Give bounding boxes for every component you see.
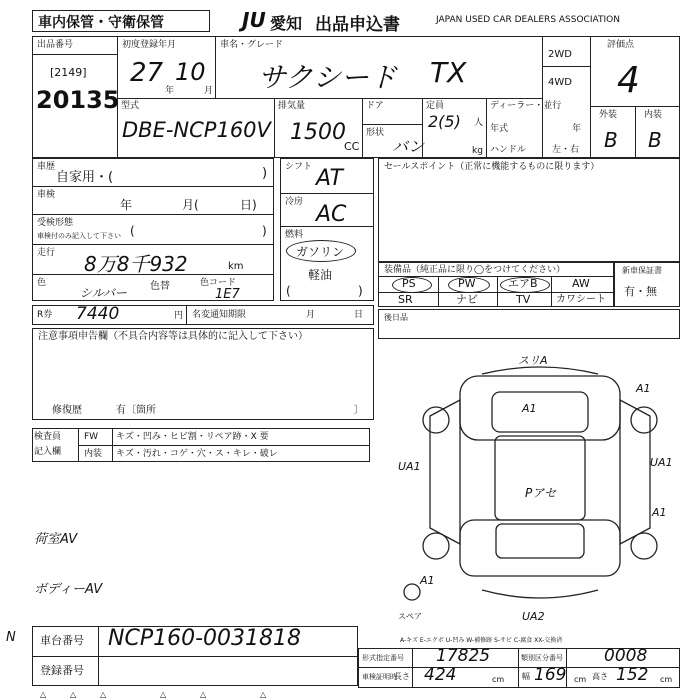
lot-number-label: 出品番号 <box>37 40 74 50</box>
notes-label: 注意事項申告欄（不具合内容等は具体的に記入して下さい） <box>38 331 308 342</box>
storage-label: 車内保管・守衛保管 <box>38 15 164 31</box>
footer-mark: △ <box>160 690 167 699</box>
inspection-day: 日) <box>240 198 257 212</box>
mark-right-side: UA1 <box>650 456 673 469</box>
reg-month: 10 <box>175 58 206 86</box>
interior-label: 内装 <box>644 110 663 120</box>
door-label: ドア <box>366 101 384 111</box>
footer-mark: △ <box>70 690 77 699</box>
shift-value: AT <box>316 166 343 191</box>
score-value: 4 <box>617 60 640 101</box>
warranty-label: 新車保証書 <box>622 266 662 275</box>
chassis-value: NCP160-0031818 <box>108 626 301 651</box>
width-value: 169 <box>534 665 567 685</box>
score-label: 評価点 <box>607 40 635 50</box>
length-label: 長さ <box>394 672 410 681</box>
car-front-body <box>460 376 620 440</box>
fuel-paren-open: ( <box>286 284 291 298</box>
car-left-side <box>430 400 460 544</box>
displacement-label: 排気量 <box>278 101 306 111</box>
warranty-options: 有・無 <box>624 285 657 298</box>
reg-year-unit: 年 <box>165 86 175 96</box>
color-change-label: 色替 <box>150 281 170 292</box>
lot-small-number: [2149] <box>50 66 87 79</box>
color-code-label: 色コード <box>200 278 237 288</box>
mark-roof: Pアセ <box>525 486 557 500</box>
model-cert-label: 形式指定番号 <box>362 654 404 662</box>
equip-leather: カワシート <box>556 294 606 305</box>
name-change-label: 名変通知期限 <box>192 310 247 320</box>
exterior-label: 外装 <box>599 110 618 120</box>
ju-logo: JU <box>242 8 266 32</box>
sales-point-label: セールスポイント（正常に機能するものに限ります） <box>384 162 600 172</box>
car-name: サクシード <box>258 61 397 94</box>
shape-value: バン <box>392 137 425 156</box>
wheel-rear-left <box>423 533 449 559</box>
history-close: ) <box>262 166 268 181</box>
acceptance-note: 車検付のみ記入して下さい <box>37 232 121 240</box>
shift-label: シフト <box>285 162 313 172</box>
history-value: 自家用・( <box>56 170 114 185</box>
width-label: 幅 <box>522 672 530 681</box>
car-rear-body <box>460 520 620 576</box>
wheel-rear-right <box>631 533 657 559</box>
acceptance-label: 受検形態 <box>37 218 74 228</box>
damage-legend: A-キズ E-エクボ U-凹み W-補修跡 S-サビ C-腐食 XX-交換済 <box>400 637 563 644</box>
mark-a1-front-right: A1 <box>636 382 651 395</box>
acceptance-paren: ( <box>130 224 135 238</box>
displacement-unit: CC <box>344 140 360 153</box>
height-value: 152 <box>616 665 649 685</box>
fuel-gasoline: ガソリン <box>296 245 345 259</box>
ac-label: 冷房 <box>285 197 304 207</box>
interior-items: キズ・汚れ・コゲ・穴・ス・キレ・破レ <box>116 449 278 459</box>
equip-navi: ナビ <box>456 293 478 306</box>
cargo-note: 荷室AV <box>34 532 78 547</box>
ac-value: AC <box>316 202 347 227</box>
car-grade: TX <box>430 56 467 89</box>
name-change-day: 日 <box>354 310 364 320</box>
repair-label: 修復歴 <box>52 405 82 416</box>
inspector-label: 検査員 <box>34 432 62 442</box>
car-rear-bumper <box>482 590 598 598</box>
acceptance-close: ) <box>262 224 267 238</box>
rtax-unit: 円 <box>174 311 184 321</box>
color-value: シルバー <box>80 286 127 300</box>
inspection-month: 月( <box>182 198 199 212</box>
car-right-side <box>620 400 650 544</box>
lot-number: 20135 <box>36 86 120 114</box>
length-unit: cm <box>492 675 505 684</box>
mark-a1-rear-left: A1 <box>420 574 435 587</box>
equip-ps: PS <box>402 277 416 290</box>
brand-name: 愛知 <box>270 14 303 33</box>
model-year-label: 年式 <box>490 124 509 134</box>
body-note: ボディーAV <box>34 582 103 597</box>
drive-4wd: 4WD <box>548 77 572 88</box>
first-reg-label: 初度登録年月 <box>122 40 177 50</box>
fuel-label: 燃料 <box>285 230 304 240</box>
kg-unit: kg <box>472 146 483 156</box>
capacity-value: 2(5) <box>428 112 461 131</box>
fuel-diesel: 軽油 <box>308 268 333 282</box>
fuel-paren-close: ) <box>358 284 363 298</box>
exterior-grade: B <box>604 128 618 152</box>
equip-aw: AW <box>572 277 590 290</box>
footer-mark: △ <box>200 690 207 699</box>
equipment-label: 装備品（純正品に限り◯をつけてください） <box>384 265 566 275</box>
name-change-month: 月 <box>306 310 316 320</box>
year-short-label: 年 <box>572 124 582 134</box>
model-code: DBE-NCP160V <box>122 118 271 142</box>
mark-top: スリA <box>518 354 548 367</box>
class-label: 類別区分番号 <box>521 654 563 662</box>
height-label: 高さ <box>592 672 608 681</box>
handle-options: 左・右 <box>552 145 580 155</box>
dealer-label: ディーラー・並行 <box>490 101 562 111</box>
color-code: 1E7 <box>215 287 240 302</box>
footer-mark: △ <box>40 690 47 699</box>
history-label: 車歴 <box>37 162 56 172</box>
reg-month-unit: 月 <box>204 86 214 96</box>
equip-tv: TV <box>516 293 531 306</box>
car-name-label: 車名・グレード <box>220 40 284 50</box>
drive-2wd: 2WD <box>548 49 572 60</box>
wheel-front-right <box>631 407 657 433</box>
car-windshield <box>492 392 588 432</box>
handle-label: ハンドル <box>490 145 527 155</box>
equip-sr: SR <box>398 293 413 306</box>
wheel-front-left <box>423 407 449 433</box>
width-unit: cm <box>574 675 587 684</box>
displacement: 1500 <box>290 120 346 145</box>
mileage-unit: km <box>228 261 244 272</box>
entry-label: 記入欄 <box>34 447 62 457</box>
inspection-label: 車検 <box>37 190 56 200</box>
height-unit: cm <box>660 675 673 684</box>
mileage-label: 走行 <box>37 248 56 258</box>
equip-pw: PW <box>458 277 476 290</box>
spare-tire <box>404 584 420 600</box>
fw-items: キズ・凹み・ヒビ割・リペア跡・X 要 <box>116 432 269 442</box>
model-cert-value: 17825 <box>436 646 491 666</box>
sales-point-frame <box>378 158 680 262</box>
capacity-label: 定員 <box>426 101 445 111</box>
cert-label: 車検証明時 <box>362 673 397 681</box>
color-label: 色 <box>37 278 47 288</box>
mark-a1-rear-right: A1 <box>652 506 667 519</box>
interior-row-label: 内装 <box>84 449 103 459</box>
model-label: 型式 <box>121 101 140 111</box>
mark-bottom: UA2 <box>522 610 545 623</box>
after-label: 後日品 <box>384 313 408 322</box>
car-front-bumper <box>482 367 598 374</box>
chassis-label: 車台番号 <box>40 634 84 647</box>
car-roof <box>495 436 585 520</box>
footer-mark: △ <box>260 690 267 699</box>
interior-grade: B <box>648 128 662 152</box>
class-value: 0008 <box>604 646 648 666</box>
mileage-value: 8万8千932 <box>84 252 188 276</box>
reg-number-label: 登録番号 <box>40 664 84 677</box>
repair-close: 〕 <box>354 405 364 416</box>
rtax-label: R券 <box>37 310 53 320</box>
footer-mark: △ <box>100 690 107 699</box>
mark-left-side: UA1 <box>398 460 421 473</box>
inspection-year: 年 <box>120 198 133 212</box>
reg-year: 27 <box>130 58 164 88</box>
shape-label: 形状 <box>366 128 385 138</box>
chassis-marker: N <box>6 630 16 645</box>
car-rear-window <box>496 524 584 558</box>
after-frame <box>378 309 680 339</box>
mark-a1-front: A1 <box>522 402 537 415</box>
equip-airbag: エアB <box>508 277 538 290</box>
form-title: 出品申込書 <box>315 15 400 35</box>
repair-value: 有〔箇所 <box>116 405 156 416</box>
length-value: 424 <box>424 665 457 685</box>
capacity-unit: 人 <box>474 118 484 128</box>
english-title: JAPAN USED CAR DEALERS ASSOCIATION <box>436 15 620 25</box>
fw-label: FW <box>84 432 99 442</box>
rtax-value: 7440 <box>76 304 120 324</box>
spare-label: スペア <box>398 612 422 621</box>
